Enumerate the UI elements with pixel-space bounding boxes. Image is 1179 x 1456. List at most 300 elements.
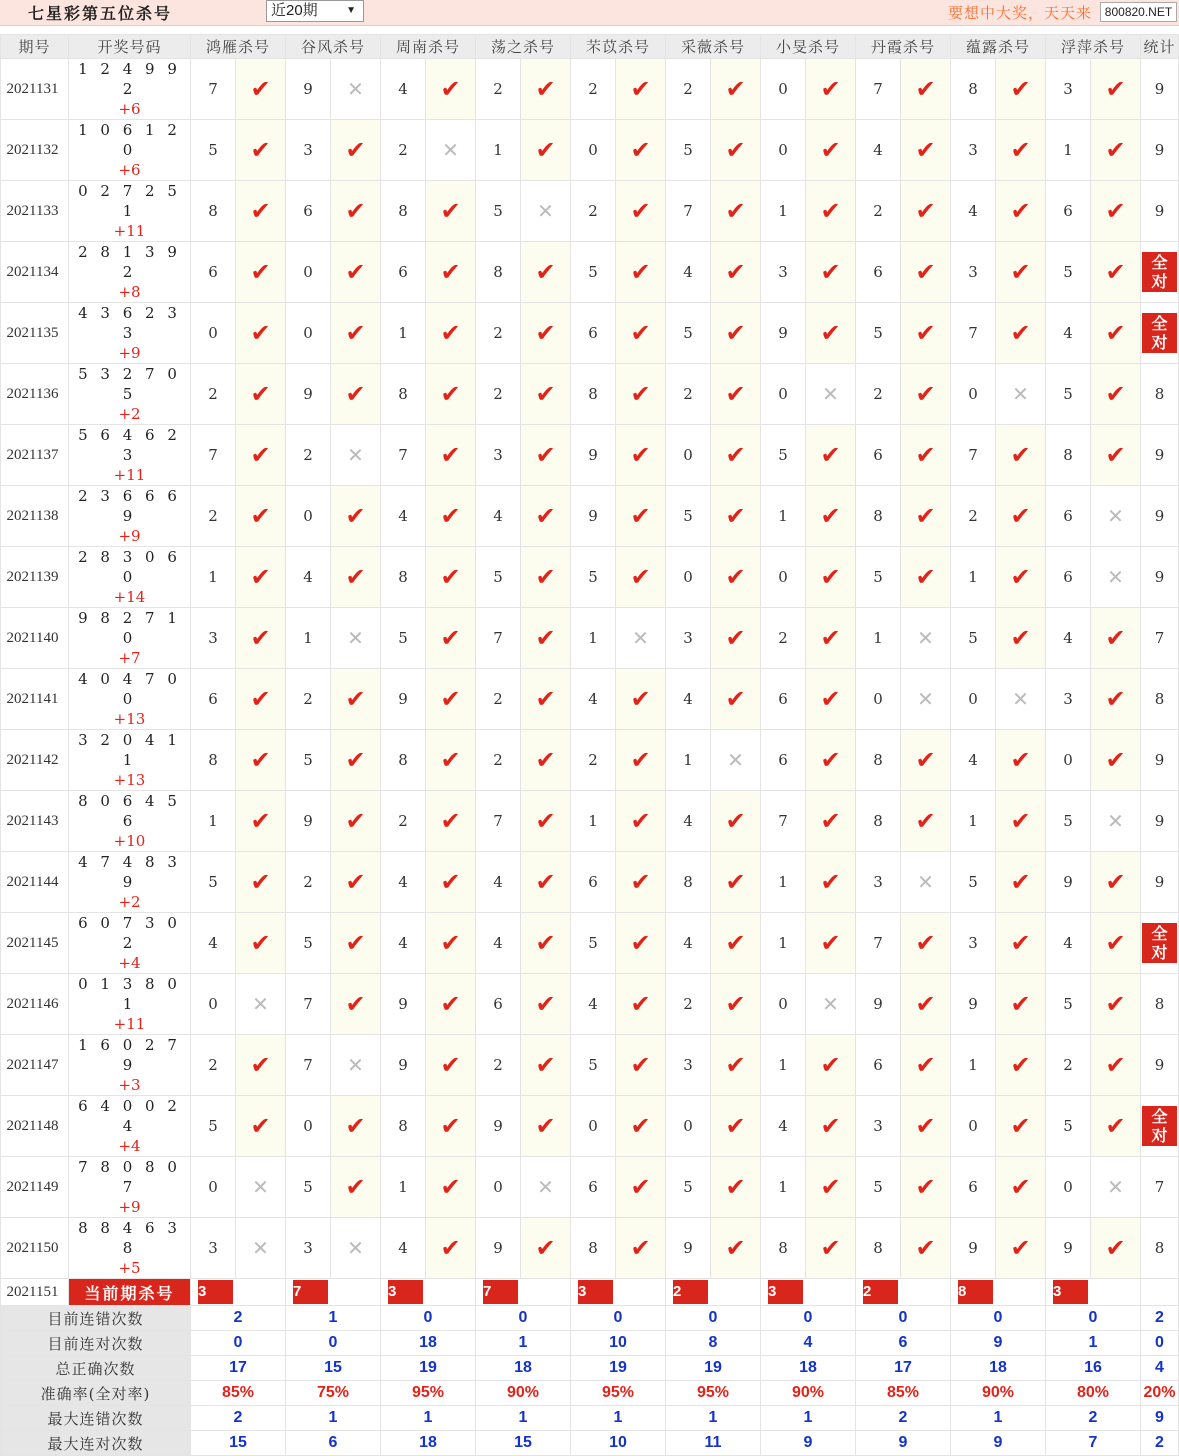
summary-row — [1, 1381, 1179, 1406]
kill-number: 9 — [381, 1035, 426, 1096]
summary-value: 75% — [286, 1381, 381, 1406]
check-icon: ✔ — [440, 380, 461, 408]
table-row — [1, 730, 1179, 791]
kill-number: 4 — [381, 1218, 426, 1279]
draw-cell — [69, 303, 191, 364]
result-cell — [711, 608, 761, 669]
check-icon: ✔ — [345, 1173, 366, 1201]
check-icon: ✔ — [630, 990, 651, 1018]
result-cell — [806, 1218, 856, 1279]
kill-number: 1 — [381, 303, 426, 364]
stat-cell: 9 — [1141, 1035, 1179, 1096]
result-cell — [426, 974, 476, 1035]
kill-number: 8 — [381, 181, 426, 242]
result-cell — [901, 730, 951, 791]
check-icon: ✔ — [915, 75, 936, 103]
result-cell — [711, 425, 761, 486]
kill-number: 9 — [286, 791, 331, 852]
kill-number: 5 — [381, 608, 426, 669]
result-cell — [331, 120, 381, 181]
kill-number: 6 — [571, 303, 616, 364]
check-icon: ✔ — [1010, 746, 1031, 774]
draw-sum: +6 — [118, 100, 141, 118]
summary-value: 80% — [1046, 1381, 1141, 1406]
check-icon: ✔ — [1010, 563, 1031, 591]
kill-number: 5 — [571, 547, 616, 608]
kill-number: 1 — [191, 791, 236, 852]
check-icon: ✔ — [725, 319, 746, 347]
summary-stat: 9 — [1141, 1406, 1179, 1431]
draw-cell — [69, 242, 191, 303]
col-header-expert: 浮萍杀号 — [1046, 35, 1141, 59]
kill-number: 0 — [666, 547, 711, 608]
result-cell — [1091, 59, 1141, 120]
check-icon: ✔ — [535, 136, 556, 164]
check-icon: ✔ — [1105, 1234, 1126, 1262]
kill-number: 2 — [571, 59, 616, 120]
kill-number: 0 — [191, 303, 236, 364]
check-icon: ✔ — [820, 807, 841, 835]
check-icon: ✔ — [1010, 1051, 1031, 1079]
kill-number: 8 — [571, 364, 616, 425]
check-icon: ✔ — [725, 624, 746, 652]
result-cell — [1091, 852, 1141, 913]
cross-icon: ✕ — [632, 626, 649, 650]
draw-numbers: 1 0 6 1 2 0 — [78, 121, 181, 159]
summary-row — [1, 1406, 1179, 1431]
result-cell — [616, 852, 666, 913]
summary-value: 17 — [856, 1356, 951, 1381]
check-icon: ✔ — [535, 319, 556, 347]
check-icon: ✔ — [915, 502, 936, 530]
kill-number: 3 — [951, 913, 996, 974]
badge-text: 全对 — [1151, 314, 1168, 352]
result-cell — [331, 974, 381, 1035]
check-icon: ✔ — [1105, 319, 1126, 347]
summary-stat: 4 — [1141, 1356, 1179, 1381]
kill-number: 5 — [666, 120, 711, 181]
kill-number: 2 — [286, 669, 331, 730]
kill-number: 8 — [856, 1218, 901, 1279]
result-cell — [616, 791, 666, 852]
kill-number: 9 — [666, 1218, 711, 1279]
check-icon: ✔ — [915, 258, 936, 286]
kill-number: 8 — [1046, 425, 1091, 486]
check-icon: ✔ — [1010, 441, 1031, 469]
kill-number: 4 — [1046, 913, 1091, 974]
kill-number: 0 — [951, 364, 996, 425]
result-cell — [806, 1096, 856, 1157]
kill-number: 7 — [856, 59, 901, 120]
check-icon: ✔ — [820, 1112, 841, 1140]
check-icon: ✔ — [250, 563, 271, 591]
current-kill-cell — [286, 1279, 381, 1306]
kill-number: 8 — [856, 730, 901, 791]
kill-number: 1 — [856, 608, 901, 669]
draw-numbers: 9 8 2 7 1 0 — [78, 609, 181, 647]
kill-number: 5 — [666, 1157, 711, 1218]
result-cell — [616, 1157, 666, 1218]
check-icon: ✔ — [440, 319, 461, 347]
summary-value: 90% — [951, 1381, 1046, 1406]
summary-value: 1 — [761, 1406, 856, 1431]
kill-number: 5 — [286, 913, 331, 974]
kill-number: 8 — [191, 181, 236, 242]
col-header-expert: 采薇杀号 — [666, 35, 761, 59]
summary-value: 18 — [381, 1331, 476, 1356]
draw-numbers: 1 6 0 2 7 9 — [78, 1036, 181, 1074]
period-range-select[interactable] — [266, 0, 364, 22]
col-header-expert: 丹霞杀号 — [856, 35, 951, 59]
kill-number: 2 — [666, 974, 711, 1035]
check-icon: ✔ — [820, 258, 841, 286]
result-cell — [236, 181, 286, 242]
cross-icon: ✕ — [917, 687, 934, 711]
summary-value: 1 — [951, 1406, 1046, 1431]
check-icon: ✔ — [250, 1112, 271, 1140]
check-icon: ✔ — [820, 868, 841, 896]
kill-number: 5 — [666, 486, 711, 547]
draw-sum: +4 — [118, 954, 141, 972]
summary-value: 2 — [1046, 1406, 1141, 1431]
result-cell — [521, 913, 571, 974]
table-row — [1, 181, 1179, 242]
current-kill-number: 7 — [483, 1280, 518, 1304]
col-header-expert: 谷风杀号 — [286, 35, 381, 59]
kill-number: 3 — [476, 425, 521, 486]
cross-icon: ✕ — [537, 199, 554, 223]
col-header-expert: 小旻杀号 — [761, 35, 856, 59]
summary-value: 1 — [476, 1406, 571, 1431]
result-cell — [711, 303, 761, 364]
result-cell — [426, 608, 476, 669]
result-cell — [426, 181, 476, 242]
period-cell: 2021139 — [1, 547, 69, 608]
draw-numbers: 5 3 2 7 0 5 — [78, 365, 181, 403]
result-cell — [236, 303, 286, 364]
check-icon: ✔ — [250, 685, 271, 713]
kill-number: 8 — [381, 364, 426, 425]
summary-value: 10 — [571, 1431, 666, 1456]
result-cell — [996, 1157, 1046, 1218]
stat-cell — [1141, 1096, 1179, 1157]
result-cell — [616, 364, 666, 425]
kill-number: 8 — [856, 791, 901, 852]
current-kill-cell — [476, 1279, 571, 1306]
result-cell — [236, 364, 286, 425]
kill-number: 2 — [951, 486, 996, 547]
summary-stat: 20% — [1141, 1381, 1179, 1406]
check-icon: ✔ — [725, 563, 746, 591]
result-cell — [806, 120, 856, 181]
result-cell — [996, 59, 1046, 120]
result-cell — [616, 1096, 666, 1157]
summary-value: 4 — [761, 1331, 856, 1356]
kill-number: 0 — [856, 669, 901, 730]
result-cell — [806, 486, 856, 547]
check-icon: ✔ — [1010, 136, 1031, 164]
summary-value: 6 — [286, 1431, 381, 1456]
result-cell — [331, 242, 381, 303]
check-icon: ✔ — [345, 1112, 366, 1140]
kill-number: 3 — [191, 1218, 236, 1279]
table-row — [1, 1218, 1179, 1279]
draw-numbers: 7 8 0 8 0 7 — [78, 1158, 181, 1196]
result-cell — [616, 59, 666, 120]
check-icon: ✔ — [725, 929, 746, 957]
result-cell — [236, 486, 286, 547]
result-cell — [616, 425, 666, 486]
cross-icon: ✕ — [1012, 382, 1029, 406]
draw-sum: +11 — [113, 222, 146, 240]
result-cell — [806, 913, 856, 974]
check-icon: ✔ — [915, 319, 936, 347]
kill-number: 4 — [856, 120, 901, 181]
draw-numbers: 1 2 4 9 9 2 — [78, 60, 181, 98]
check-icon: ✔ — [1105, 1112, 1126, 1140]
summary-row — [1, 1331, 1179, 1356]
summary-value: 17 — [191, 1356, 286, 1381]
summary-value: 1 — [476, 1331, 571, 1356]
result-cell — [331, 425, 381, 486]
draw-cell — [69, 913, 191, 974]
kill-number: 6 — [381, 242, 426, 303]
result-cell — [711, 547, 761, 608]
kill-number: 6 — [476, 974, 521, 1035]
kill-number: 5 — [856, 547, 901, 608]
result-cell — [996, 486, 1046, 547]
check-icon: ✔ — [915, 1234, 936, 1262]
kill-number: 9 — [951, 1218, 996, 1279]
draw-cell — [69, 364, 191, 425]
result-cell — [1091, 1218, 1141, 1279]
stat-cell: 9 — [1141, 120, 1179, 181]
kill-number: 5 — [856, 1157, 901, 1218]
check-icon: ✔ — [440, 624, 461, 652]
check-icon: ✔ — [1010, 624, 1031, 652]
result-cell — [996, 364, 1046, 425]
check-icon: ✔ — [630, 136, 651, 164]
period-cell: 2021136 — [1, 364, 69, 425]
summary-value: 10 — [571, 1331, 666, 1356]
draw-cell — [69, 1035, 191, 1096]
kill-number: 0 — [286, 303, 331, 364]
summary-value: 8 — [666, 1331, 761, 1356]
result-cell — [331, 181, 381, 242]
draw-numbers: 3 2 0 4 1 1 — [78, 731, 181, 769]
kill-number: 0 — [191, 974, 236, 1035]
check-icon: ✔ — [1010, 502, 1031, 530]
stat-cell: 8 — [1141, 974, 1179, 1035]
current-kill-number: 3 — [578, 1280, 613, 1304]
kill-number: 6 — [1046, 486, 1091, 547]
cross-icon: ✕ — [347, 443, 364, 467]
result-cell — [236, 974, 286, 1035]
kill-number: 1 — [951, 791, 996, 852]
kill-number: 7 — [191, 59, 236, 120]
summary-value: 2 — [191, 1306, 286, 1331]
check-icon: ✔ — [440, 990, 461, 1018]
check-icon: ✔ — [915, 1051, 936, 1079]
summary-row — [1, 1431, 1179, 1456]
draw-cell — [69, 669, 191, 730]
kill-number: 3 — [951, 120, 996, 181]
table-row — [1, 1157, 1179, 1218]
kill-number: 3 — [286, 120, 331, 181]
check-icon: ✔ — [440, 746, 461, 774]
draw-sum: +9 — [118, 1198, 141, 1216]
period-cell: 2021143 — [1, 791, 69, 852]
summary-value: 1 — [571, 1406, 666, 1431]
summary-value: 0 — [666, 1306, 761, 1331]
kill-number: 9 — [286, 59, 331, 120]
check-icon: ✔ — [725, 1234, 746, 1262]
kill-number: 7 — [191, 425, 236, 486]
result-cell — [521, 974, 571, 1035]
result-cell — [236, 1157, 286, 1218]
result-cell — [901, 608, 951, 669]
draw-sum: +4 — [118, 1137, 141, 1155]
col-header-expert: 周南杀号 — [381, 35, 476, 59]
draw-cell — [69, 852, 191, 913]
check-icon: ✔ — [250, 502, 271, 530]
result-cell — [426, 1218, 476, 1279]
stat-cell: 7 — [1141, 1157, 1179, 1218]
result-cell — [806, 730, 856, 791]
result-cell — [426, 791, 476, 852]
check-icon: ✔ — [725, 807, 746, 835]
check-icon: ✔ — [345, 807, 366, 835]
all-correct-badge — [1142, 923, 1177, 963]
kill-number: 3 — [856, 1096, 901, 1157]
kill-number: 4 — [476, 486, 521, 547]
period-cell: 2021147 — [1, 1035, 69, 1096]
check-icon: ✔ — [630, 868, 651, 896]
check-icon: ✔ — [345, 197, 366, 225]
check-icon: ✔ — [1105, 685, 1126, 713]
result-cell — [711, 669, 761, 730]
result-cell — [521, 120, 571, 181]
period-cell: 2021142 — [1, 730, 69, 791]
table-row — [1, 425, 1179, 486]
result-cell — [901, 1157, 951, 1218]
current-kill-number: 8 — [958, 1280, 993, 1304]
kill-number: 7 — [476, 608, 521, 669]
result-cell — [521, 303, 571, 364]
result-cell — [996, 730, 1046, 791]
kill-number: 8 — [381, 1096, 426, 1157]
check-icon: ✔ — [820, 1051, 841, 1079]
summary-value: 95% — [666, 1381, 761, 1406]
kill-number: 6 — [856, 425, 901, 486]
kill-number: 2 — [381, 120, 426, 181]
check-icon: ✔ — [535, 441, 556, 469]
check-icon: ✔ — [440, 197, 461, 225]
check-icon: ✔ — [345, 929, 366, 957]
kill-number: 6 — [571, 1157, 616, 1218]
check-icon: ✔ — [820, 685, 841, 713]
stat-cell: 8 — [1141, 669, 1179, 730]
kill-number: 0 — [666, 1096, 711, 1157]
draw-numbers: 8 0 6 4 5 6 — [78, 792, 181, 830]
current-kill-number: 2 — [863, 1280, 898, 1304]
stat-cell: 9 — [1141, 486, 1179, 547]
kill-number: 0 — [1046, 1157, 1091, 1218]
kill-number: 6 — [1046, 547, 1091, 608]
check-icon: ✔ — [1105, 929, 1126, 957]
check-icon: ✔ — [1105, 868, 1126, 896]
draw-numbers: 5 6 4 6 2 3 — [78, 426, 181, 464]
period-cell: 2021135 — [1, 303, 69, 364]
kill-number: 1 — [476, 120, 521, 181]
col-header-period: 期号 — [1, 35, 69, 59]
cross-icon: ✕ — [252, 1175, 269, 1199]
result-cell — [806, 303, 856, 364]
kill-number: 6 — [191, 242, 236, 303]
kill-number: 2 — [666, 364, 711, 425]
cross-icon: ✕ — [727, 748, 744, 772]
summary-value: 0 — [951, 1306, 1046, 1331]
cross-icon: ✕ — [1107, 565, 1124, 589]
draw-cell — [69, 791, 191, 852]
kill-number: 4 — [666, 913, 711, 974]
check-icon: ✔ — [820, 502, 841, 530]
check-icon: ✔ — [630, 807, 651, 835]
kill-number: 9 — [856, 974, 901, 1035]
result-cell — [426, 425, 476, 486]
result-cell — [521, 547, 571, 608]
result-cell — [331, 303, 381, 364]
check-icon: ✔ — [250, 624, 271, 652]
kill-number: 4 — [951, 730, 996, 791]
kill-number: 8 — [381, 547, 426, 608]
result-cell — [521, 242, 571, 303]
kill-number: 0 — [761, 547, 806, 608]
result-cell — [616, 974, 666, 1035]
result-cell — [236, 913, 286, 974]
summary-label: 最大连对次数 — [1, 1431, 191, 1456]
draw-numbers: 0 1 3 8 0 1 — [78, 975, 181, 1013]
result-cell — [236, 120, 286, 181]
result-cell — [236, 608, 286, 669]
result-cell — [996, 120, 1046, 181]
check-icon: ✔ — [535, 1234, 556, 1262]
result-cell — [806, 669, 856, 730]
current-kill-number: 7 — [293, 1280, 328, 1304]
table-row — [1, 1035, 1179, 1096]
summary-value: 0 — [1046, 1306, 1141, 1331]
summary-value: 9 — [856, 1431, 951, 1456]
result-cell — [901, 59, 951, 120]
table-row — [1, 974, 1179, 1035]
current-stat-cell — [1141, 1279, 1179, 1306]
result-cell — [331, 547, 381, 608]
current-kill-number: 3 — [388, 1280, 423, 1304]
check-icon: ✔ — [630, 75, 651, 103]
table-row — [1, 608, 1179, 669]
kill-number: 6 — [856, 1035, 901, 1096]
summary-value: 1 — [286, 1306, 381, 1331]
summary-value: 9 — [951, 1431, 1046, 1456]
check-icon: ✔ — [820, 1173, 841, 1201]
cross-icon: ✕ — [1107, 1175, 1124, 1199]
result-cell — [996, 852, 1046, 913]
stat-cell: 9 — [1141, 730, 1179, 791]
check-icon: ✔ — [820, 624, 841, 652]
summary-label: 总正确次数 — [1, 1356, 191, 1381]
result-cell — [331, 59, 381, 120]
check-icon: ✔ — [1105, 990, 1126, 1018]
